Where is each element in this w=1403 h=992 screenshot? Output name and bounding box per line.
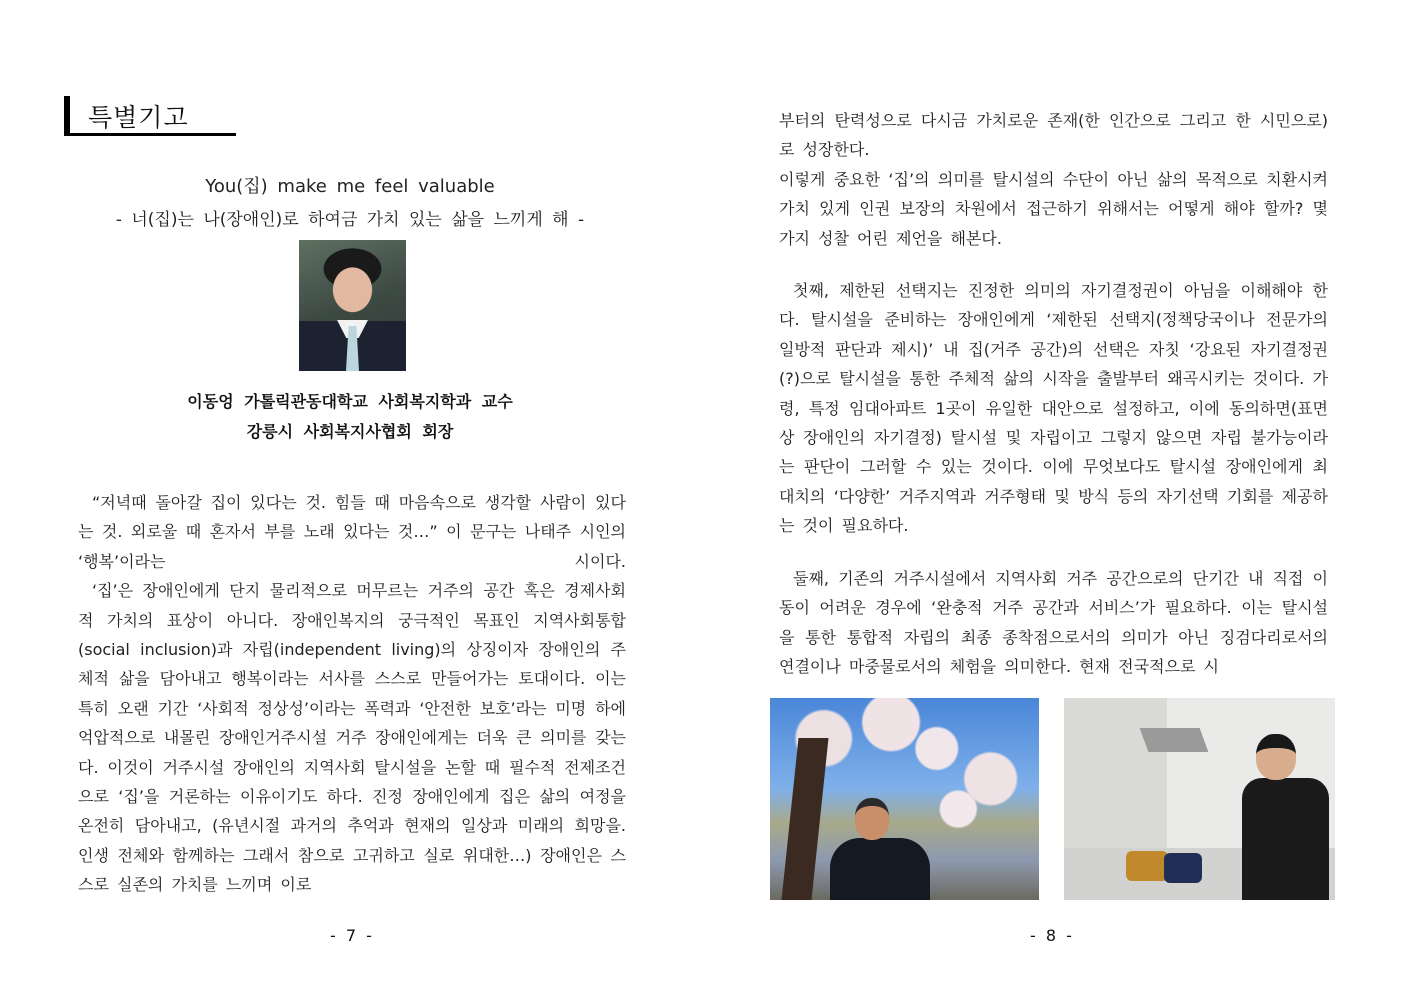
person-jacket [830, 838, 930, 900]
paragraph-quote: “저녁때 돌아갈 집이 있다는 것. 힘들 때 마음속으로 생각할 사람이 있다는 것. 외로울 때 혼자서 부를 노래 있다는 것…” 이 문구는 나태주 시인의 ‘행복’이라는 시이다. [78, 493, 626, 571]
article-body-second-proposal [779, 564, 1328, 682]
section-heading-label: 특별기고 [88, 103, 189, 132]
paragraph-home-meaning: ‘집’은 장애인에게 단지 물리적으로 머무르는 거주의 공간 혹은 경제사회적 가치의 표상이 아니다. 장애인복지의 궁극적인 목표인 지역사회통합(social inclusion)과 자립(independent living)의 상징이자 장애인의 주체적 삶을 담아내고 행복이라는 서사를 스스로 만들어가는 토대이다. 이는 특히 오랜 기간 ‘사회적 정상성’이라는 폭력과 ‘안전한 보호’라는 미명 하에 억압적으로 내몰린 장애인거주시설 거주 장애인에게는 더욱 큰 의미를 갖는다. 이것이 거주시설 장애인의 지역사회 탈시설을 논할 때 필수적 전제조건으로 ‘집’을 거론하는 이유이기도 하다. 진정 장애인에게 집은 삶의 여정을 온전히 담아내고, (유년시절 과거의 추억과 현재의 일상과 미래의 희망을. 인생 전체와 함께하는 그래서 참으로 고귀하고 실로 위대한…) 장애인은 스스로 실존의 가치를 느끼며 이로 [78, 581, 626, 895]
tree-trunk [781, 738, 828, 900]
cooking-pan [1164, 853, 1202, 883]
page-number: - 8 - [1030, 926, 1072, 945]
article-body-right-top [779, 106, 1328, 253]
author-affiliation: 이동엉 가톨릭관동대학교 사회복지학과 교수 [187, 392, 513, 411]
paragraph-first-proposal: 첫째, 제한된 선택지는 진정한 의미의 자기결정권이 아님을 이해해야 한다. 탈시설을 준비하는 장애인에게 ‘제한된 선택지(정책당국이나 전문가의 일방적 판단과 제시)’ 내 집(거주 공간)의 선택은 자칫 ‘강요된 자기결정권(?)으로 탈시설을 통한 주체적 삶의 시작을 출발부터 왜곡시키는 것이다. 가령, 특정 임대아파트 1곳이 유일한 대안으로 설정하고, 이에 동의하면(표면상 장애인의 자기결정) 탈시설 및 자립이고 그렇지 않으면 자립 불가능이라는 판단이 그러할 수 있는 것이다. 이에 무엇보다도 탈시설 장애인에게 최대치의 ‘다양한’ 거주지역과 거주형태 및 방식 등의 자기선택 기회를 제공하는 것이 필요하다. [779, 281, 1328, 536]
person-body [1242, 778, 1329, 900]
article-subtitle-ko: - 너(집)는 나(장애인)로 하여금 가치 있는 삶을 느끼게 해 - [115, 210, 585, 230]
person-head [1256, 734, 1296, 780]
article-body-left [78, 488, 626, 900]
page-number: - 7 - [330, 926, 372, 945]
author-role: 강릉시 사회복지사협회 회장 [246, 422, 454, 441]
range-hood [1140, 728, 1209, 752]
cherry-blossom-photo [770, 698, 1039, 900]
kitchen-cooking-photo [1064, 698, 1335, 900]
page-left [0, 0, 700, 992]
page-right [700, 0, 1403, 992]
paragraph-continuation: 부터의 탄력성으로 다시금 가치로운 존재(한 인간으로 그리고 한 시민으로)로 성장한다. [779, 111, 1328, 160]
article-title-en: You(집) make me feel valuable [205, 176, 495, 197]
cooking-pot [1126, 851, 1168, 881]
person-head [855, 798, 889, 840]
section-heading [64, 96, 236, 136]
photo-person [1234, 734, 1329, 900]
article-body-first-proposal [779, 276, 1328, 541]
author-portrait [299, 240, 406, 371]
paragraph-second-proposal: 둘째, 기존의 거주시설에서 지역사회 거주 공간으로의 단기간 내 직접 이동이 어려운 경우에 ‘완충적 거주 공간과 서비스’가 필요하다. 이는 탈시설을 통한 통합적 자립의 최종 종착점으로서의 의미가 아닌 징검다리로서의 연결이나 마중물로서의 체험을 의미한다. 현재 전국적으로 시 [779, 569, 1328, 677]
paragraph-question: 이렇게 중요한 ‘집’의 의미를 탈시설의 수단이 아닌 삶의 목적으로 치환시켜 가치 있게 인권 보장의 차원에서 접근하기 위해서는 어떻게 해야 할까? 몇 가지 성찰 어린 제언을 해본다. [779, 169, 1328, 248]
photo-person [830, 798, 930, 900]
